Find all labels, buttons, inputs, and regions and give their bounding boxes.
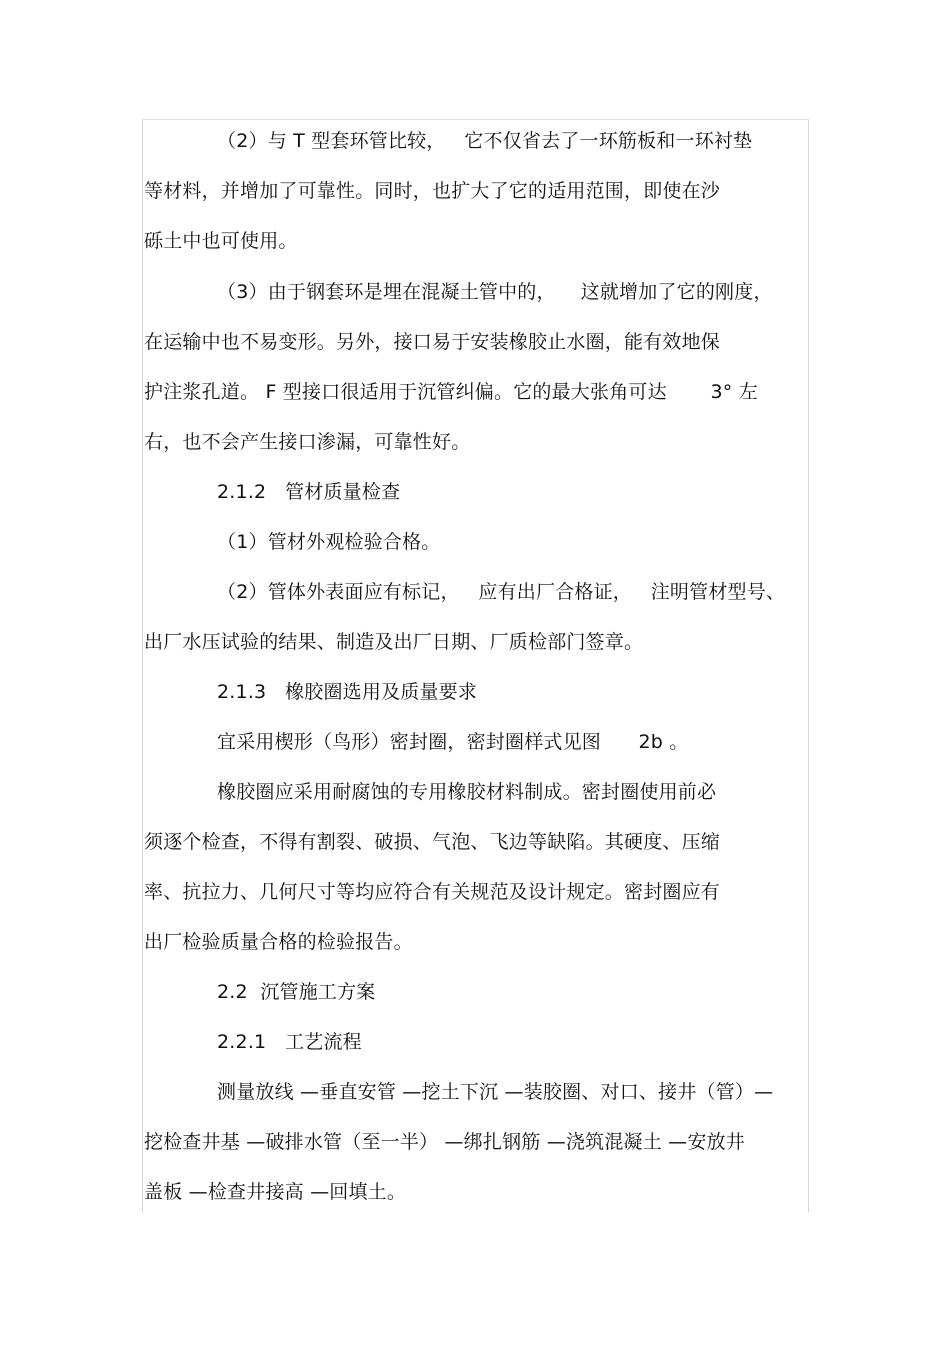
text-line: （1）管材外观检验合格。 bbox=[217, 531, 441, 553]
section-heading: 2.2 沉管施工方案 bbox=[217, 981, 376, 1003]
text-line: 出厂检验质量合格的检验报告。 bbox=[144, 931, 413, 953]
text-line: 挖检查井基 —破排水管（至一半） —绑扎钢筋 —浇筑混凝土 —安放井 bbox=[144, 1131, 745, 1153]
text-line: 砾土中也可使用。 bbox=[144, 230, 298, 252]
text-line: （2）管体外表面应有标记， 应有出厂合格证， 注明管材型号、 bbox=[217, 581, 786, 603]
text-line: 橡胶圈应采用耐腐蚀的专用橡胶材料制成。密封圈使用前必 bbox=[217, 781, 717, 803]
text-line: （3）由于钢套环是埋在混凝土管中的， 这就增加了它的刚度， bbox=[217, 281, 773, 303]
text-line: 等材料，并增加了可靠性。同时，也扩大了它的适用范围，即使在沙 bbox=[144, 180, 721, 202]
text-line: 右，也不会产生接口渗漏，可靠性好。 bbox=[144, 431, 471, 453]
text-line: 盖板 —检查井接高 —回填土。 bbox=[144, 1181, 407, 1203]
text-line: 出厂水压试验的结果、制造及出厂日期、厂质检部门签章。 bbox=[144, 631, 644, 653]
section-heading: 2.1.2 管材质量检查 bbox=[217, 481, 401, 503]
text-line: 须逐个检查，不得有割裂、破损、气泡、飞边等缺陷。其硬度、压缩 bbox=[144, 831, 721, 853]
text-line: （2）与 T 型套环管比较， 它不仅省去了一环筋板和一环衬垫 bbox=[217, 130, 753, 152]
text-line: 测量放线 —垂直安管 —挖土下沉 —装胶圈、对口、接井（管）— bbox=[217, 1081, 774, 1103]
text-line: 宜采用楔形（鸟形）密封圈，密封圈样式见图 2b 。 bbox=[217, 731, 689, 753]
section-heading: 2.1.3 橡胶圈选用及质量要求 bbox=[217, 681, 478, 703]
section-heading: 2.2.1 工艺流程 bbox=[217, 1031, 362, 1053]
text-line: 率、抗拉力、几何尺寸等均应符合有关规范及设计规定。密封圈应有 bbox=[144, 881, 721, 903]
text-line: 在运输中也不易变形。另外，接口易于安装橡胶止水圈，能有效地保 bbox=[144, 331, 721, 353]
text-line: 护注浆孔道。 F 型接口很适用于沉管纠偏。它的最大张角可达 3° 左 bbox=[144, 381, 758, 403]
